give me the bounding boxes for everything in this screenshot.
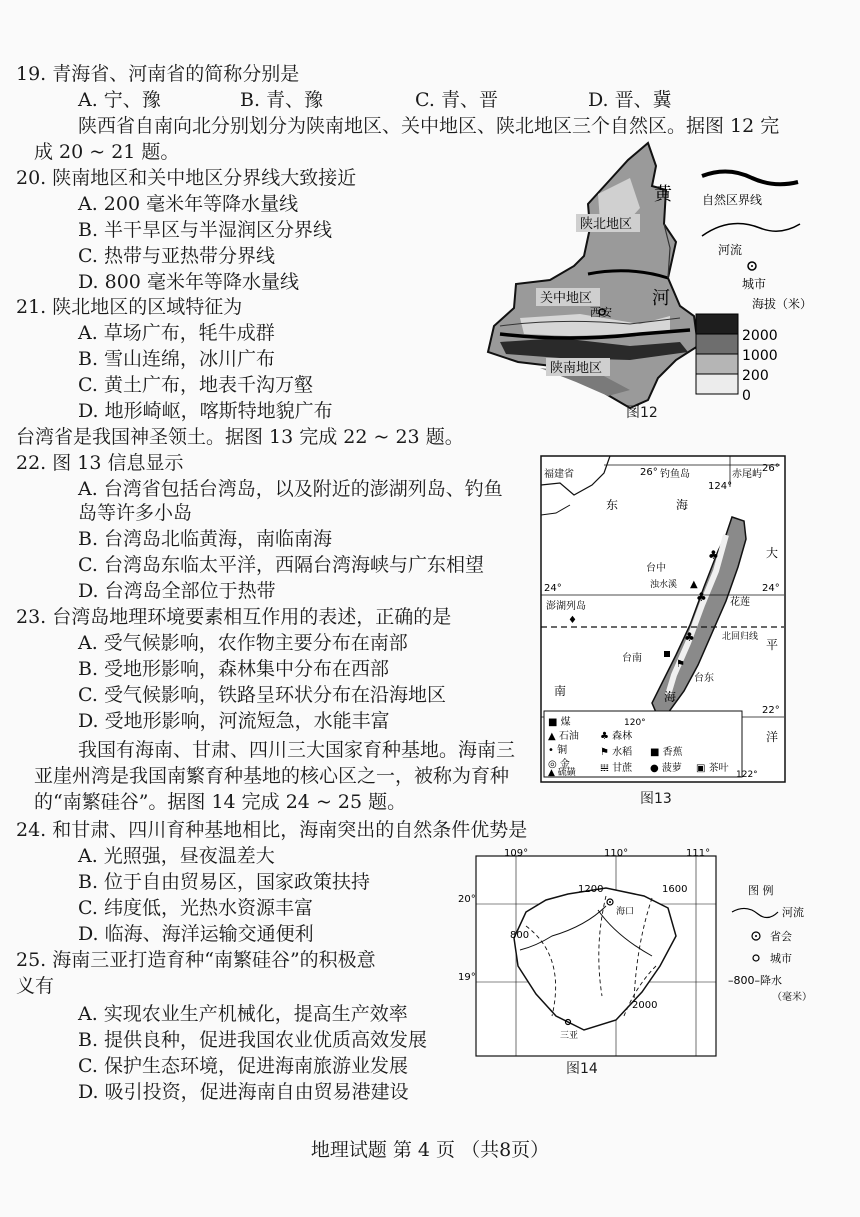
legend-elev-200: 200 bbox=[742, 368, 769, 384]
lon-122: 122° bbox=[736, 770, 758, 780]
svg-text:♣: ♣ bbox=[684, 630, 695, 644]
legend-elev-0: 0 bbox=[742, 388, 751, 404]
legend-sulfur: ▲ 硫磺 bbox=[548, 768, 576, 778]
q21-stem: 21. 陕北地区的区域特征为 bbox=[16, 296, 243, 318]
label-east-sea-2: 海 bbox=[676, 498, 689, 512]
label-shaannan: 陕南地区 bbox=[550, 361, 603, 376]
label-pacific-3: 洋 bbox=[766, 730, 779, 744]
label-tropic: 北回归线 bbox=[722, 632, 759, 642]
q25-stem: 25. 海南三亚打造育种“南繁硅谷”的积极意 bbox=[16, 949, 376, 971]
q21-option-b[interactable]: B. 雪山连绵，冰川广布 bbox=[78, 348, 276, 370]
q21-option-d[interactable]: D. 地形崎岖，喀斯特地貌广布 bbox=[78, 400, 333, 422]
q22-stem: 22. 图 13 信息显示 bbox=[16, 452, 184, 474]
q22-option-b[interactable]: B. 台湾岛北临黄海，南临南海 bbox=[78, 528, 333, 550]
isohyet-800: 800 bbox=[510, 930, 530, 941]
figure-12-caption: 图12 bbox=[626, 405, 658, 421]
legend-gold: ◎ 金 bbox=[548, 759, 570, 770]
q19-option-d[interactable]: D. 晋、冀 bbox=[588, 89, 672, 111]
label-diaoyu: 钓鱼岛 bbox=[660, 469, 690, 480]
q20-option-d[interactable]: D. 800 毫米年等降水量线 bbox=[78, 271, 299, 293]
label-east-sea-1: 东 bbox=[606, 498, 619, 512]
intro-22: 台湾省是我国神圣领土。据图 13 完成 22 ~ 23 题。 bbox=[16, 426, 464, 448]
q22-option-a-cont: 岛等许多小岛 bbox=[78, 502, 193, 524]
intro-20-line1: 陕西省自南向北分别划分为陕南地区、关中地区、陕北地区三个自然区。据图 12 完 bbox=[78, 115, 780, 137]
q25-option-c[interactable]: C. 保护生态环境，促进海南旅游业发展 bbox=[78, 1055, 408, 1077]
label-penghu: 澎湖列岛 bbox=[546, 601, 586, 612]
legend-boundary-label: 自然区界线 bbox=[702, 193, 763, 207]
q21-option-a[interactable]: A. 草场广布，牦牛成群 bbox=[78, 322, 275, 344]
q21-option-c[interactable]: C. 黄土广布，地表千沟万壑 bbox=[78, 374, 313, 396]
legend-unit: （毫米） bbox=[772, 992, 812, 1003]
lon-120: 120° bbox=[624, 718, 646, 728]
q25-option-d[interactable]: D. 吸引投资，促进海南自由贸易港建设 bbox=[78, 1081, 409, 1103]
lat-19: 19° bbox=[458, 972, 476, 983]
label-chiwei: 赤尾屿 bbox=[732, 469, 762, 480]
label-fujian: 福建省 bbox=[544, 469, 574, 480]
lat-26-right: 26° bbox=[762, 463, 780, 474]
isohyet-1600: 1600 bbox=[662, 884, 688, 895]
legend-elev-1000: 1000 bbox=[742, 348, 778, 364]
river-label-huang: 黄 bbox=[654, 184, 672, 205]
lat-20: 20° bbox=[458, 894, 476, 905]
label-pacific-2: 平 bbox=[766, 638, 779, 652]
q24-stem: 24. 和甘肃、四川育种基地相比，海南突出的自然条件优势是 bbox=[16, 819, 528, 841]
lat-24-left: 24° bbox=[544, 583, 562, 594]
q19-option-c[interactable]: C. 青、晋 bbox=[415, 89, 498, 111]
legend-sugarcane: 𝍐 甘蔗 bbox=[600, 763, 633, 774]
legend-oil: ▲ 石油 bbox=[548, 731, 579, 742]
legend-banana: ■ 香蕉 bbox=[650, 747, 683, 758]
q23-option-c[interactable]: C. 受气候影响，铁路呈环状分布在沿海地区 bbox=[78, 684, 446, 706]
legend-boundary-symbol bbox=[702, 171, 798, 184]
q22-option-c[interactable]: C. 台湾岛东临太平洋，西隔台湾海峡与广东相望 bbox=[78, 554, 484, 576]
label-tainan: 台南 bbox=[622, 653, 642, 664]
q24-option-a[interactable]: A. 光照强，昼夜温差大 bbox=[78, 845, 275, 867]
q20-option-b[interactable]: B. 半干旱区与半湿润区分界线 bbox=[78, 219, 333, 241]
legend-city-label: 城市 bbox=[742, 277, 767, 291]
svg-text:♦: ♦ bbox=[568, 615, 577, 626]
lat-22: 22° bbox=[762, 705, 780, 716]
q19-stem: 19. 青海省、河南省的简称分别是 bbox=[16, 63, 300, 85]
label-shaanbei: 陕北地区 bbox=[580, 217, 633, 232]
river-label-he: 河 bbox=[652, 288, 670, 309]
label-south-sea-1: 南 bbox=[554, 684, 567, 698]
lon-111: 111° bbox=[686, 848, 711, 859]
q23-option-a[interactable]: A. 受气候影响，农作物主要分布在南部 bbox=[78, 632, 408, 654]
figure-14-hainan-map bbox=[456, 846, 836, 1060]
q25-stem-cont: 义有 bbox=[16, 975, 55, 997]
svg-text:♣: ♣ bbox=[708, 548, 719, 562]
svg-text:♣: ♣ bbox=[696, 590, 707, 604]
q20-option-a[interactable]: A. 200 毫米年等降水量线 bbox=[78, 193, 299, 215]
q24-option-d[interactable]: D. 临海、海洋运输交通便利 bbox=[78, 923, 314, 945]
legend-title: 图 例 bbox=[748, 884, 774, 897]
legend-tea: ▣ 茶叶 bbox=[696, 763, 729, 774]
label-xian: 西安 bbox=[590, 306, 612, 319]
q19-option-a[interactable]: A. 宁、豫 bbox=[78, 89, 161, 111]
figure-12-shaanxi-map bbox=[480, 138, 850, 428]
label-sanya: 三亚 bbox=[560, 1031, 579, 1041]
legend-river: 河流 bbox=[782, 906, 804, 919]
figure-13-taiwan-map bbox=[540, 455, 786, 785]
q22-option-a[interactable]: A. 台湾省包括台湾岛，以及附近的澎湖列岛、钓鱼 bbox=[78, 478, 503, 500]
legend-forest: ♣ 森林 bbox=[600, 731, 633, 742]
legend-rice: ⚑ 水稻 bbox=[600, 747, 633, 758]
page-footer: 地理试题 第 4 页 （共8页） bbox=[310, 1139, 550, 1161]
legend-river-label: 河流 bbox=[718, 243, 743, 257]
isohyet-1200: 1200 bbox=[578, 884, 604, 895]
legend-city: 城市 bbox=[770, 952, 792, 965]
q20-option-c[interactable]: C. 热带与亚热带分界线 bbox=[78, 245, 275, 267]
q22-option-d[interactable]: D. 台湾岛全部位于热带 bbox=[78, 580, 276, 602]
isohyet-2000: 2000 bbox=[632, 1000, 658, 1011]
intro-24-line3: 的“南繁硅谷”。据图 14 完成 24 ~ 25 题。 bbox=[34, 791, 407, 813]
label-hualian: 花莲 bbox=[730, 597, 750, 608]
legend-river-symbol bbox=[702, 224, 800, 237]
label-pacific-1: 大 bbox=[766, 546, 779, 560]
figure-13-caption: 图13 bbox=[640, 791, 672, 807]
intro-20-line2: 成 20 ~ 21 题。 bbox=[34, 141, 180, 163]
intro-24-line2: 亚崖州湾是我国南繁育种基地的核心区之一，被称为育种 bbox=[34, 765, 510, 787]
label-zhuoshui: 浊水溪 bbox=[650, 580, 678, 590]
lat-24-right: 24° bbox=[762, 583, 780, 594]
q23-option-b[interactable]: B. 受地形影响，森林集中分布在西部 bbox=[78, 658, 390, 680]
lon-124: 124° bbox=[708, 481, 733, 492]
legend-elev-title: 海拔（米） bbox=[752, 297, 813, 311]
legend-pineapple: ● 菠萝 bbox=[650, 763, 682, 774]
legend-precip: –800–降水 bbox=[728, 974, 782, 987]
q20-stem: 20. 陕南地区和关中地区分界线大致接近 bbox=[16, 167, 357, 189]
q24-option-c[interactable]: C. 纬度低，光热水资源丰富 bbox=[78, 897, 313, 919]
label-south-sea-2: 海 bbox=[664, 690, 677, 704]
label-taizhong: 台中 bbox=[646, 563, 666, 574]
q24-option-b[interactable]: B. 位于自由贸易区，国家政策扶持 bbox=[78, 871, 371, 893]
q25-option-b[interactable]: B. 提供良种，促进我国农业优质高效发展 bbox=[78, 1029, 428, 1051]
q19-option-b[interactable]: B. 青、豫 bbox=[240, 89, 324, 111]
figure-14-caption: 图14 bbox=[566, 1061, 598, 1077]
q25-option-a[interactable]: A. 实现农业生产机械化，提高生产效率 bbox=[78, 1003, 408, 1025]
q23-option-d[interactable]: D. 受地形影响，河流短急，水能丰富 bbox=[78, 710, 390, 732]
label-guanzhong: 关中地区 bbox=[540, 291, 593, 306]
legend-copper: • 铜 bbox=[548, 745, 568, 756]
svg-text:▲: ▲ bbox=[690, 579, 698, 590]
label-haikou: 海口 bbox=[616, 907, 635, 917]
intro-24-line1: 我国有海南、甘肃、四川三大国家育种基地。海南三 bbox=[78, 739, 516, 761]
q23-stem: 23. 台湾岛地理环境要素相互作用的表述，正确的是 bbox=[16, 606, 452, 628]
lon-110: 110° bbox=[604, 848, 629, 859]
legend-coal: ■ 煤 bbox=[548, 717, 571, 728]
legend-elev-2000: 2000 bbox=[742, 328, 778, 344]
lat-26-left: 26° bbox=[640, 467, 658, 478]
label-taidong: 台东 bbox=[694, 673, 714, 684]
legend-capital: 省会 bbox=[770, 930, 792, 943]
svg-text:⚑: ⚑ bbox=[676, 659, 685, 670]
lon-109: 109° bbox=[504, 848, 529, 859]
